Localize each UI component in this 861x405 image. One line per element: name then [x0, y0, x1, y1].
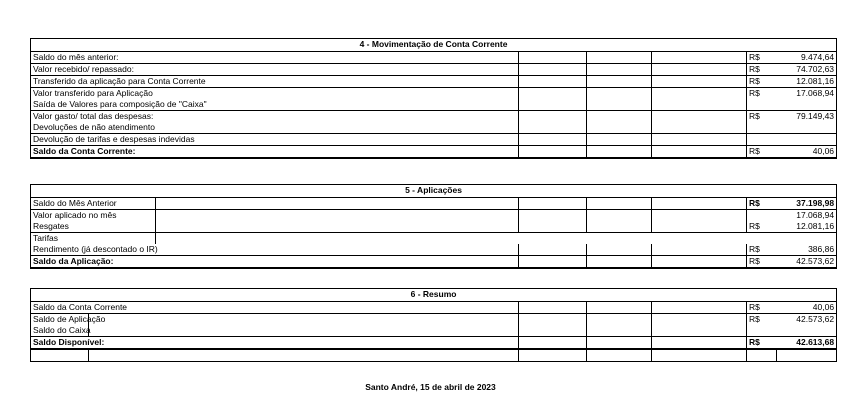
row-value: 42.573,62 [777, 314, 837, 326]
row-currency: R$ [747, 52, 777, 64]
row-value: 42.613,68 [777, 337, 837, 350]
row-value: 37.198,98 [777, 198, 837, 210]
section-4-table [30, 38, 837, 159]
row-value: 12.081,16 [777, 221, 837, 233]
row-label: Devolução de tarifas e despesas indevidas [31, 134, 519, 146]
row-value: 17.068,94 [777, 210, 837, 222]
row-value: 40,06 [777, 302, 837, 314]
row-label: Valor gasto/ total das despesas: [31, 111, 519, 123]
row-label: Saldo Disponível: [31, 337, 519, 350]
row-label: Valor transferido para Aplicação [31, 88, 519, 100]
row-label: Transferido da aplicação para Conta Corrente [31, 76, 519, 88]
row-currency: R$ [747, 111, 777, 123]
row-currency: R$ [747, 256, 777, 269]
row-currency: R$ [747, 88, 777, 100]
row-label: Resgates [31, 221, 156, 233]
footer-date-location: Santo André, 15 de abril de 2023 [365, 382, 496, 392]
row-label: Saída de Valores para composição de "Caixa" [31, 99, 519, 111]
row-currency: R$ [747, 337, 777, 350]
row-label: Saldo da Aplicação: [31, 256, 519, 269]
row-label: Saldo do Caixa [31, 325, 89, 337]
row-label: Saldo do mês anterior: [31, 52, 519, 64]
row-label: Devoluções de não atendimento [31, 122, 519, 134]
row-value: 40,06 [777, 146, 837, 159]
section-6-title: 6 - Resumo [31, 289, 837, 302]
row-value: 79.149,43 [777, 111, 837, 123]
row-label: Saldo da Conta Corrente: [31, 146, 519, 159]
row-label: Saldo da Conta Corrente [31, 302, 519, 314]
row-currency: R$ [747, 76, 777, 88]
row-currency: R$ [747, 64, 777, 76]
row-label: Saldo de Aplicação [31, 314, 89, 326]
section-4-title: 4 - Movimentação de Conta Corrente [31, 39, 837, 52]
row-currency: R$ [747, 146, 777, 159]
row-currency: R$ [747, 221, 777, 233]
row-value: 17.068,94 [777, 88, 837, 100]
row-value: 386,86 [777, 244, 837, 256]
row-value: 74.702,63 [777, 64, 837, 76]
section-5-table [30, 184, 837, 269]
row-currency: R$ [747, 244, 777, 256]
row-value: 42.573,62 [777, 256, 837, 269]
row-value: 12.081,16 [777, 76, 837, 88]
row-currency: R$ [747, 198, 777, 210]
section-6-table [30, 288, 837, 362]
row-value: 9.474,64 [777, 52, 837, 64]
row-label: Valor aplicado no mês [31, 210, 156, 222]
row-label: Saldo do Mês Anterior [31, 198, 156, 210]
row-currency: R$ [747, 314, 777, 326]
section-5-title: 5 - Aplicações [31, 185, 837, 198]
row-label: Valor recebido/ repassado: [31, 64, 519, 76]
row-label: Rendimento (já descontado o IR) [31, 244, 519, 256]
row-label: Tarifas [31, 233, 156, 245]
row-currency: R$ [747, 302, 777, 314]
